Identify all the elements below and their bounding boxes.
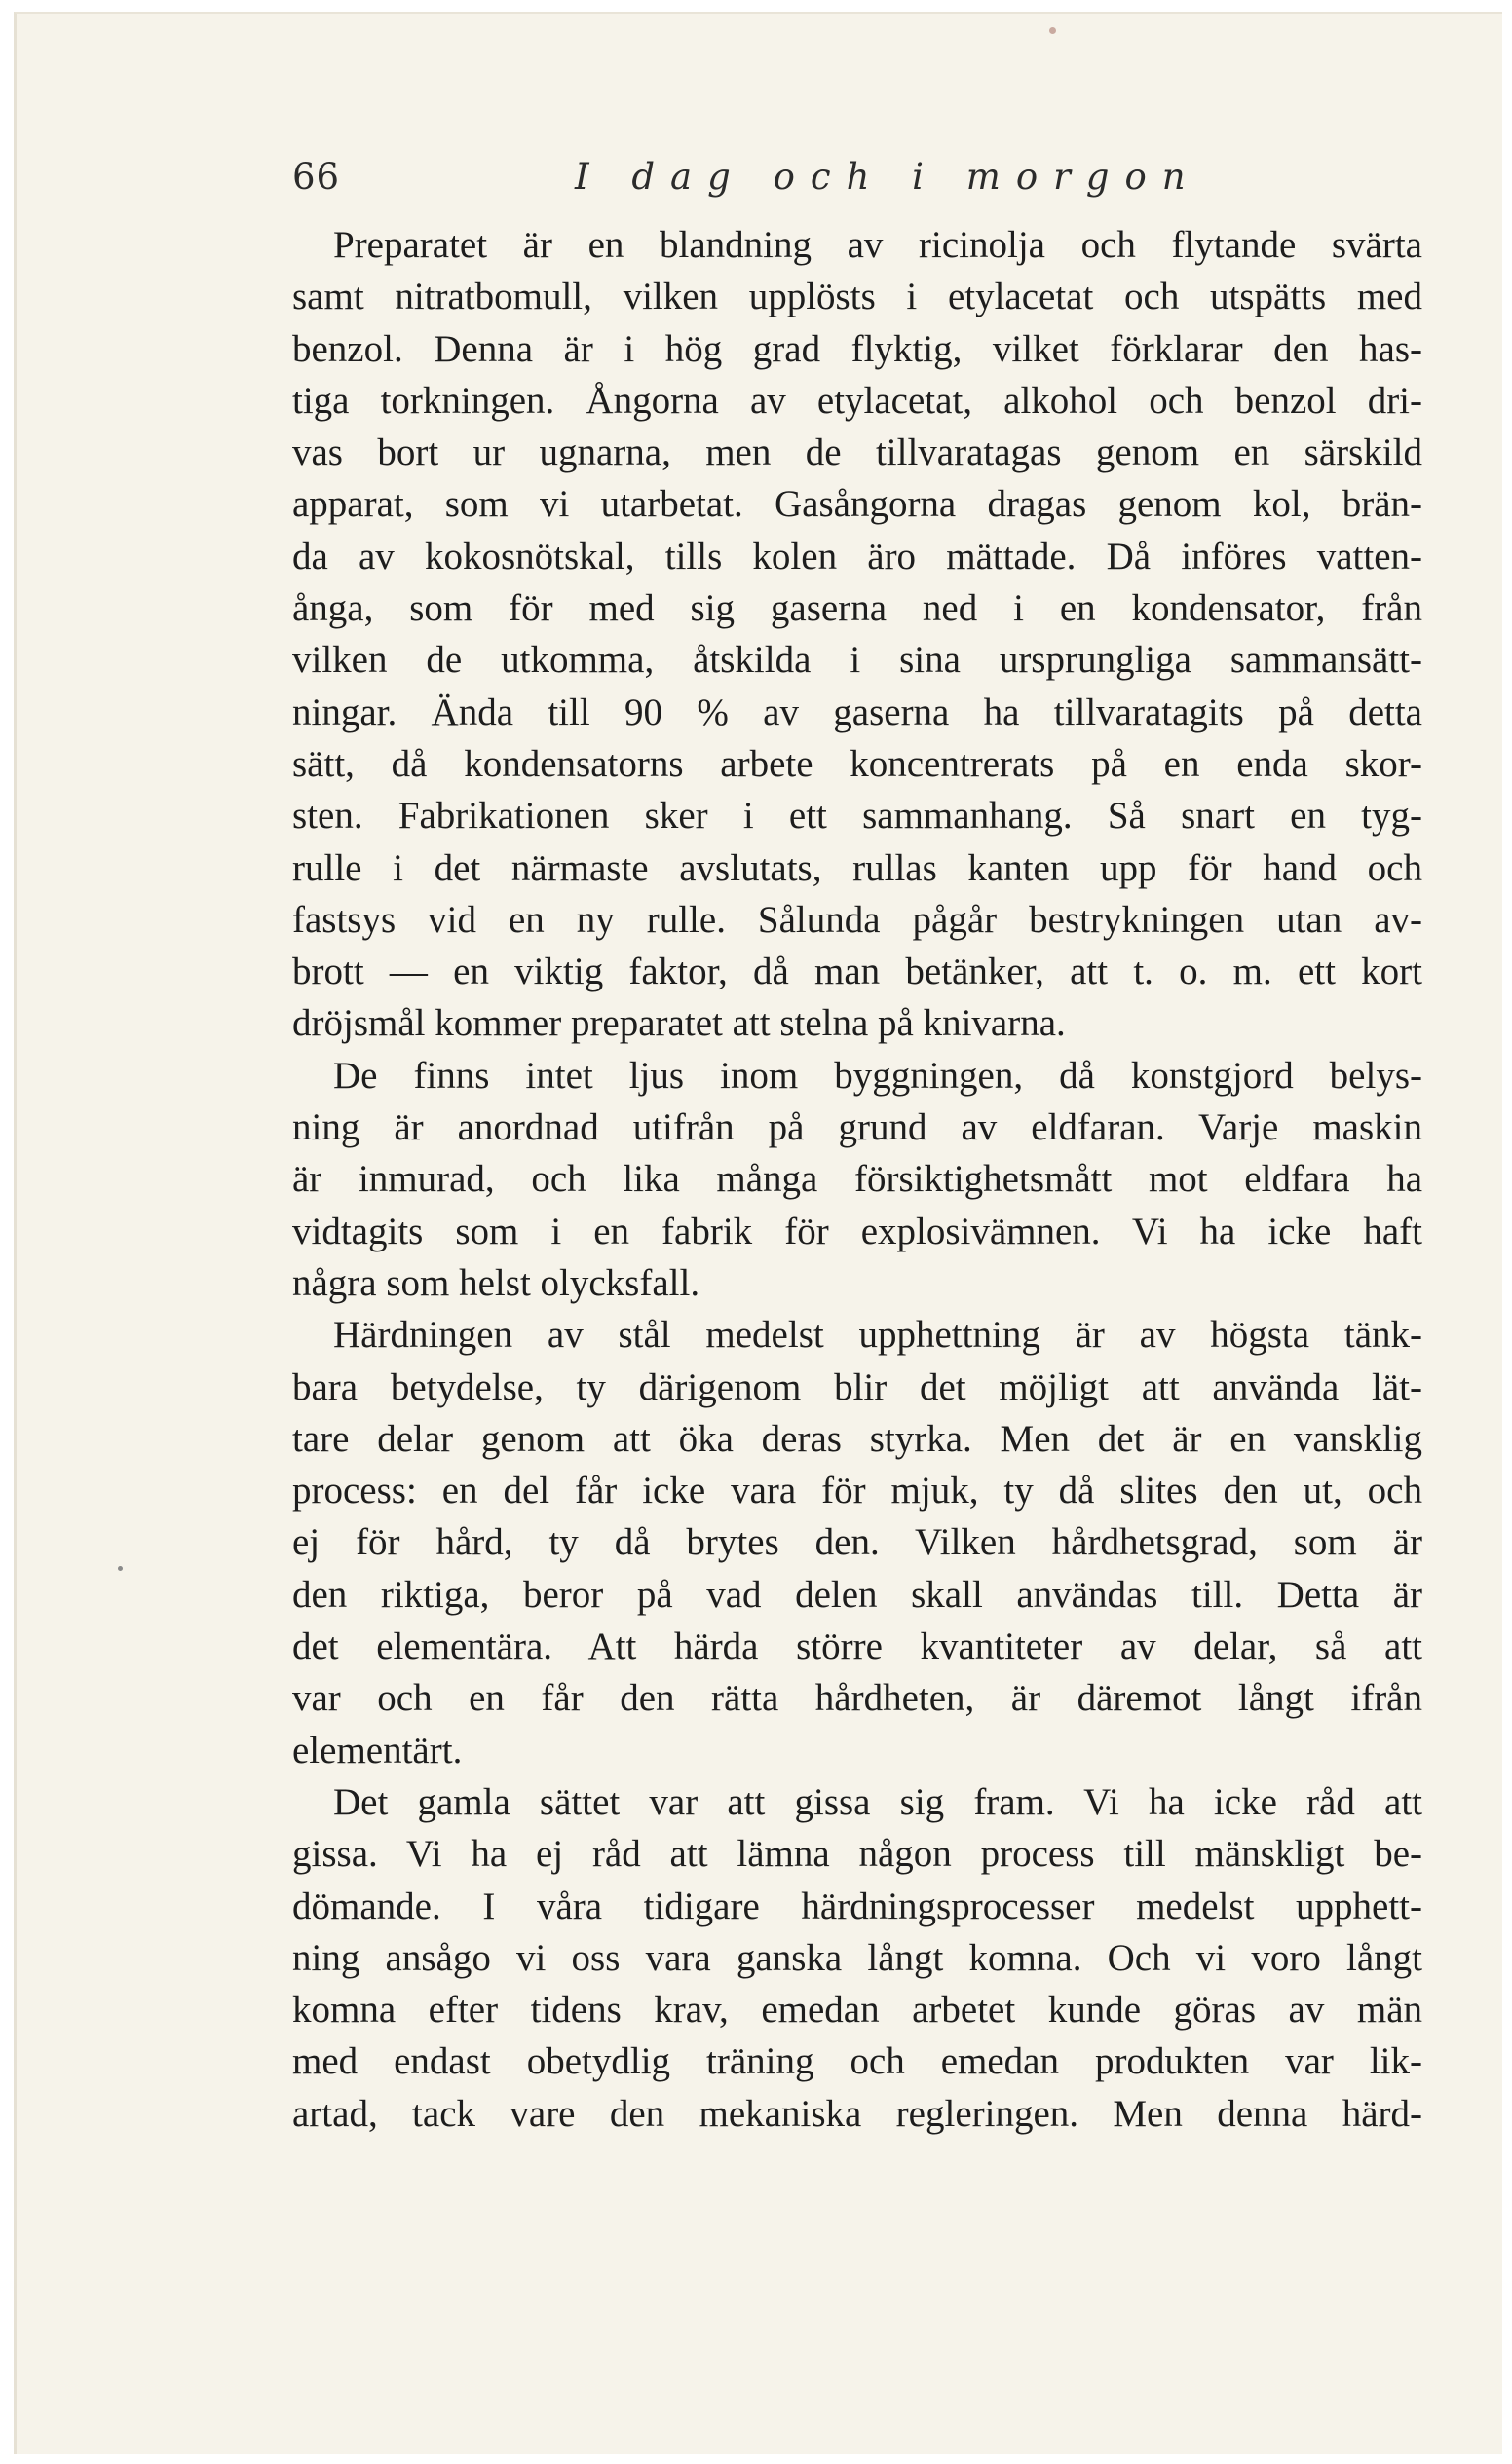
text-line: samt nitratbomull, vilken upplösts i etylacetat och utspätts med bbox=[292, 276, 1422, 318]
running-title: I dag och i morgon bbox=[575, 156, 1201, 198]
text-line: med endast obetydlig träning och emedan produkten var lik- bbox=[292, 2040, 1422, 2083]
text-line: artad, tack vare den mekaniska regleringen. Men denna härd- bbox=[292, 2092, 1422, 2135]
text-line: De finns intet ljus inom byggningen, då konstgjord belys- bbox=[333, 1054, 1422, 1097]
text-line: ning ansågo vi oss vara ganska långt komna. Och vi voro långt bbox=[292, 1936, 1422, 1979]
page-header bbox=[292, 156, 1422, 210]
ink-speck bbox=[1049, 27, 1056, 34]
text-line: process: en del får icke vara för mjuk, ty då slites den ut, och bbox=[292, 1470, 1422, 1512]
text-line: elementärt. bbox=[292, 1729, 463, 1772]
text-line: vas bort ur ugnarna, men de tillvaratagas genom en särskild bbox=[292, 431, 1422, 474]
text-line: da av kokosnötskal, tills kolen äro mättade. Då införes vatten- bbox=[292, 535, 1422, 578]
text-line: ånga, som för med sig gaserna ned i en kondensator, från bbox=[292, 587, 1422, 630]
text-line: apparat, som vi utarbetat. Gasångorna dragas genom kol, brän- bbox=[292, 483, 1422, 526]
text-line: bara betydelse, ty därigenom blir det möjligt att använda lät- bbox=[292, 1365, 1422, 1408]
text-line: var och en får den rätta hårdheten, är däremot långt ifrån bbox=[292, 1677, 1422, 1720]
text-line: tiga torkningen. Ångorna av etylacetat, alkohol och benzol dri- bbox=[292, 379, 1422, 422]
text-line: sätt, då kondensatorns arbete koncentrerats på en enda skor- bbox=[292, 742, 1422, 785]
body-text bbox=[292, 219, 1422, 2140]
text-line: dröjsmål kommer preparatet att stelna på knivarna. bbox=[292, 1002, 1066, 1045]
ink-speck bbox=[118, 1566, 123, 1571]
text-line: sten. Fabrikationen sker i ett sammanhang. Så snart en tyg- bbox=[292, 795, 1422, 838]
text-line: Härdningen av stål medelst upphettning är av högsta tänk- bbox=[333, 1314, 1422, 1357]
text-line: är inmurad, och lika många försiktighetsmått mot eldfara ha bbox=[292, 1158, 1422, 1201]
text-line: vidtagits som i en fabrik för explosivämnen. Vi ha icke haft bbox=[292, 1210, 1422, 1252]
text-line: gissa. Vi ha ej råd att lämna någon process till mänskligt be- bbox=[292, 1833, 1422, 1876]
text-line: det elementära. Att härda större kvantiteter av delar, så att bbox=[292, 1625, 1422, 1668]
text-line: fastsys vid en ny rulle. Sålunda pågår bestrykningen utan av- bbox=[292, 898, 1422, 941]
text-line: komna efter tidens krav, emedan arbetet kunde göras av män bbox=[292, 1989, 1422, 2032]
text-line: ning är anordnad utifrån på grund av eldfaran. Varje maskin bbox=[292, 1106, 1422, 1149]
text-line: tare delar genom att öka deras styrka. Men det är en vansklig bbox=[292, 1417, 1422, 1460]
text-line: några som helst olycksfall. bbox=[292, 1261, 700, 1304]
page-number: 66 bbox=[292, 156, 341, 198]
text-line: benzol. Denna är i hög grad flyktig, vilket förklarar den has- bbox=[292, 327, 1422, 370]
text-line: ej för hård, ty då brytes den. Vilken hårdhetsgrad, som är bbox=[292, 1521, 1422, 1564]
text-line: Preparatet är en blandning av ricinolja och flytande svärta bbox=[333, 224, 1422, 266]
text-line: den riktiga, beror på vad delen skall användas till. Detta är bbox=[292, 1573, 1422, 1616]
text-line: Det gamla sättet var att gissa sig fram. Vi ha icke råd att bbox=[333, 1780, 1422, 1823]
text-line: vilken de utkomma, åtskilda i sina ursprungliga sammansätt- bbox=[292, 639, 1422, 682]
text-line: brott — en viktig faktor, då man betänker, att t. o. m. ett kort bbox=[292, 951, 1422, 993]
text-line: dömande. I våra tidigare härdningsprocesser medelst upphett- bbox=[292, 1885, 1422, 1927]
text-line: ningar. Ända till 90 % av gaserna ha tillvaratagits på detta bbox=[292, 691, 1422, 733]
text-line: rulle i det närmaste avslutats, rullas kanten upp för hand och bbox=[292, 846, 1422, 889]
